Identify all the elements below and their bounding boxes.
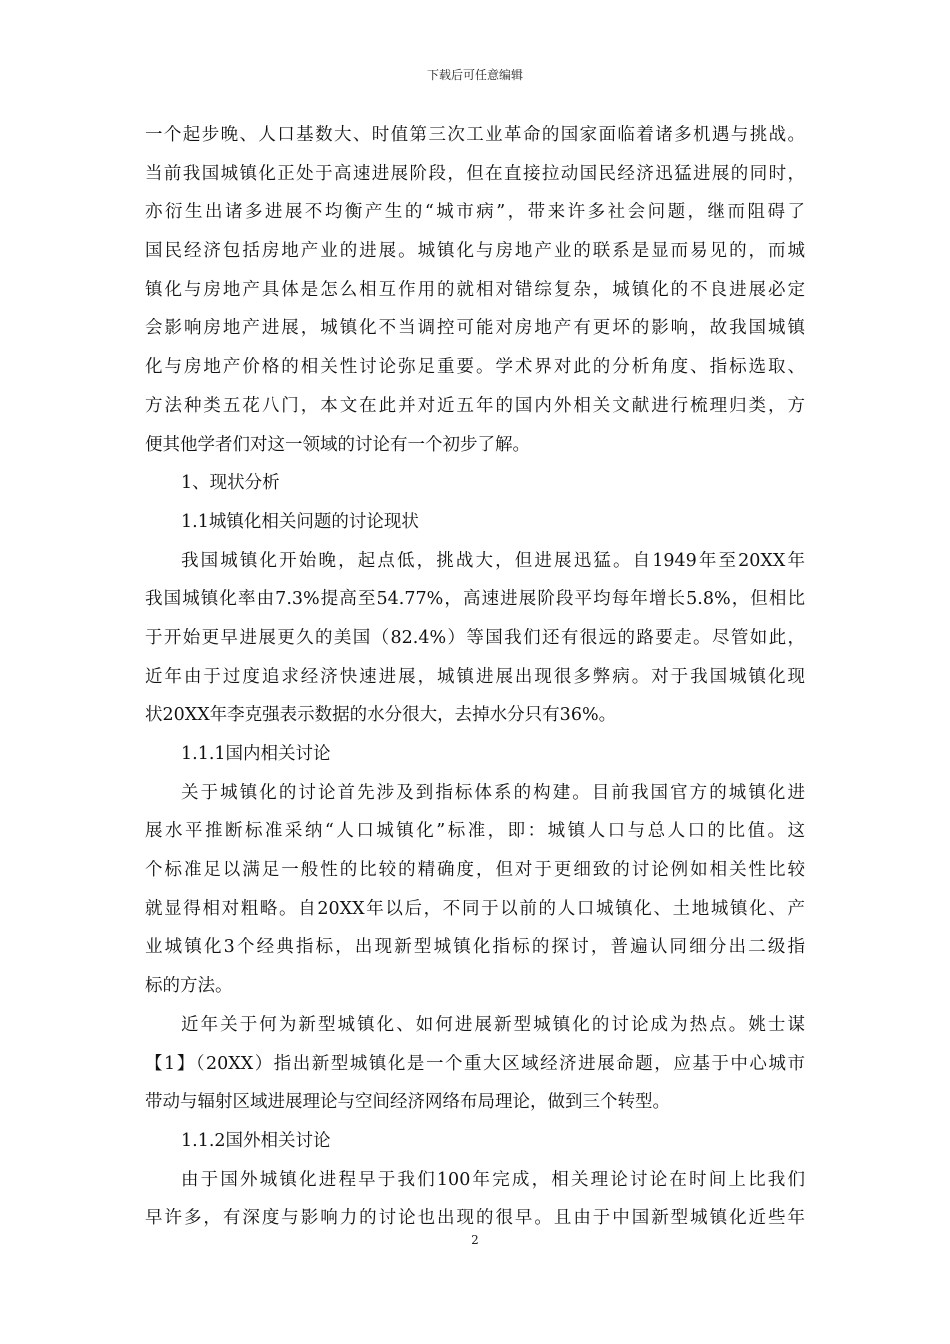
text-line: 带动与辐射区域进展理论与空间经济网络布局理论，做到三个转型。 bbox=[145, 1092, 670, 1113]
text-line: 标的方法。 bbox=[145, 976, 233, 997]
text-line: 方法种类五花八门，本文在此并对近五年的国内外相关文献进行梳理归类，方 bbox=[145, 395, 805, 416]
text-line: 会影响房地产进展，城镇化不当调控可能对房地产有更坏的影响，故我国城镇 bbox=[145, 318, 805, 339]
text-line: 便其他学者们对这一领域的讨论有一个初步了解。 bbox=[145, 434, 530, 455]
text-line: 化与房地产价格的相关性讨论弥足重要。学术界对此的分析角度、指标选取、 bbox=[145, 357, 805, 378]
text-line: 我国城镇化开始晚，起点低，挑战大，但进展迅猛。自1949年至20XX年 bbox=[181, 550, 805, 571]
text-line: 【1】（20XX）指出新型城镇化是一个重大区域经济进展命题，应基于中心城市 bbox=[145, 1053, 805, 1074]
document-body bbox=[145, 116, 805, 1238]
text-line: 由于国外城镇化进程早于我们100年完成，相关理论讨论在时间上比我们 bbox=[181, 1169, 805, 1190]
text-line: 于开始更早进展更久的美国（82.4%）等国我们还有很远的路要走。尽管如此， bbox=[145, 627, 805, 648]
text-line: 我国城镇化率由7.3%提高至54.77%，高速进展阶段平均每年增长5.8%，但相比 bbox=[145, 589, 805, 610]
text-line: 近年由于过度追求经济快速进展，城镇进展出现很多弊病。对于我国城镇化现 bbox=[145, 666, 805, 687]
page-header-note: 下载后可任意编辑 bbox=[426, 68, 523, 82]
text-line: 早许多，有深度与影响力的讨论也出现的很早。且由于中国新型城镇化近些年 bbox=[145, 1208, 805, 1229]
text-line: 个标准足以满足一般性的比较的精确度，但对于更细致的讨论例如相关性比较 bbox=[145, 860, 805, 881]
text-line: 状20XX年李克强表示数据的水分很大，去掉水分只有36%。 bbox=[145, 705, 617, 726]
text-line: 展水平推断标准采纳“人口城镇化”标准，即：城镇人口与总人口的比值。这 bbox=[145, 821, 805, 842]
text-line: 当前我国城镇化正处于高速进展阶段，但在直接拉动国民经济迅猛进展的同时， bbox=[145, 163, 805, 184]
text-line: 关于城镇化的讨论首先涉及到指标体系的构建。目前我国官方的城镇化进 bbox=[181, 782, 805, 803]
page-number: 2 bbox=[471, 1233, 479, 1247]
text-line: 镇化与房地产具体是怎么相互作用的就相对错综复杂，城镇化的不良进展必定 bbox=[145, 279, 805, 300]
text-line: 国民经济包括房地产业的进展。城镇化与房地产业的联系是显而易见的，而城 bbox=[145, 241, 805, 262]
subsubsection-heading: 1.1.1国内相关讨论 bbox=[181, 744, 331, 764]
subsubsection-heading: 1.1.2国外相关讨论 bbox=[181, 1130, 331, 1151]
text-line: 业城镇化3个经典指标，出现新型城镇化指标的探讨，普遍认同细分出二级指 bbox=[145, 937, 805, 958]
text-line: 近年关于何为新型城镇化、如何进展新型城镇化的讨论成为热点。姚士谋 bbox=[181, 1014, 805, 1035]
text-line: 一个起步晚、人口基数大、时值第三次工业革命的国家面临着诸多机遇与挑战。 bbox=[145, 125, 805, 145]
section-heading: 1、现状分析 bbox=[181, 473, 280, 494]
text-line: 就显得相对粗略。自20XX年以后，不同于以前的人口城镇化、土地城镇化、产 bbox=[145, 898, 805, 919]
subsection-heading: 1.1城镇化相关问题的讨论现状 bbox=[181, 511, 419, 532]
text-line: 亦衍生出诸多进展不均衡产生的“城市病”，带来许多社会问题，继而阻碍了 bbox=[145, 202, 805, 223]
